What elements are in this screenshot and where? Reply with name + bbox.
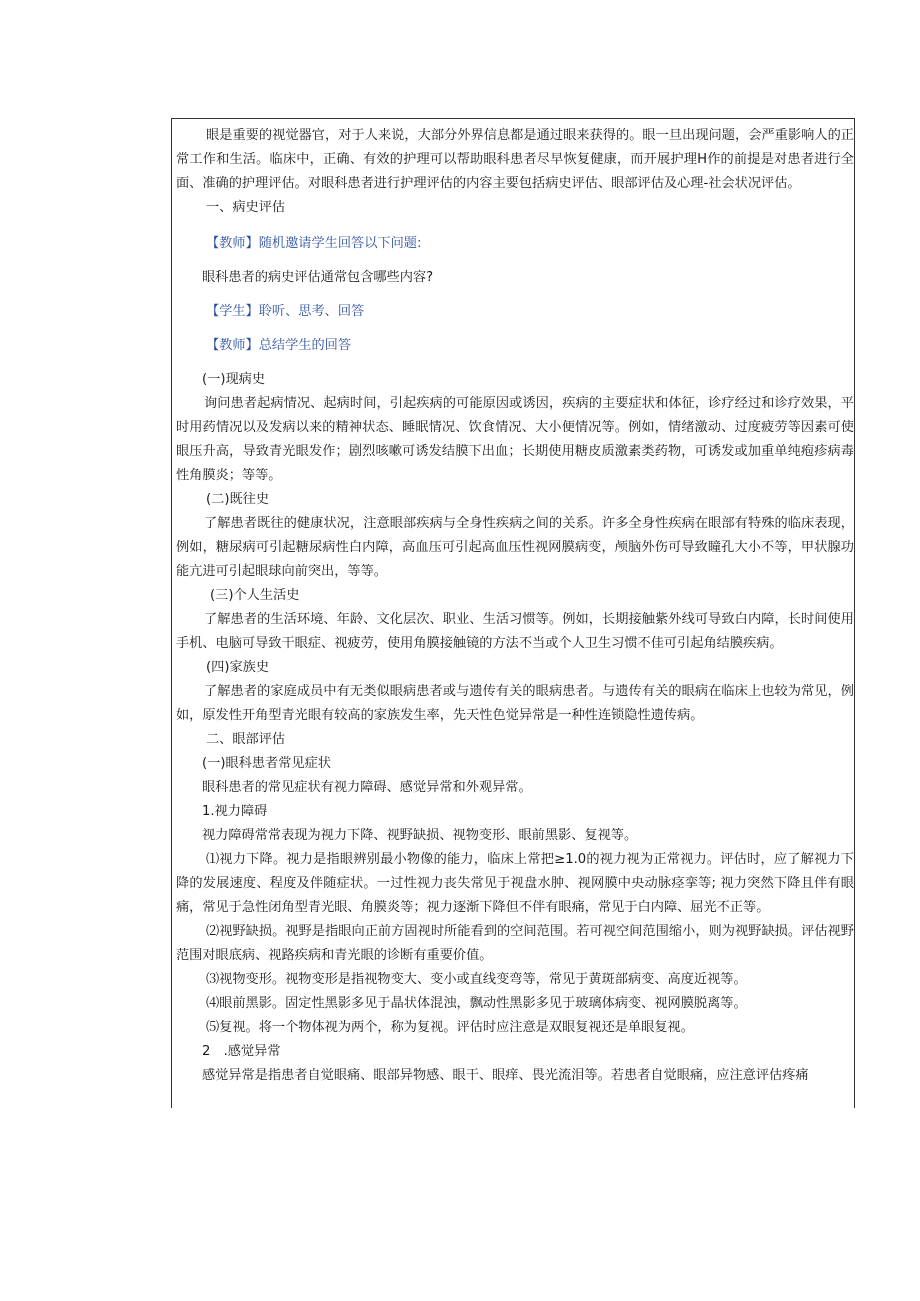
vision-item-3: ⑶视物变形。视物变形是指视物变大、变小或直线变弯等，常见于黄斑部病变、高度近视等。 (206, 972, 747, 987)
section-heading-eye: 二、眼部评估 (206, 732, 286, 747)
heading-past-history: (二)既往史 (206, 492, 270, 507)
intro-paragraph: 眼是重要的视觉器官，对于人来说，大部分外界信息都是通过眼来获得的。眼一旦出现问题，会严重影响人的正常工作和生活。临床中，正确、有效的护理可以帮助眼科患者尽早恢复健康，而开展护理H作的前提是对患者进行全面、准确的护理评估。对眼科患者进行护理评估的内容主要包括病史评估、眼部评估及心理-社会状况评估。 (176, 128, 854, 191)
student-response: 【学生】聆听、思考、回答 (206, 304, 365, 319)
vision-item-5: ⑸复视。将一个物体视为两个，称为复视。评估时应注意是双眼复视还是单眼复视。 (206, 1020, 694, 1035)
heading-present-illness: (一)现病史 (202, 372, 266, 387)
vision-disorder-paragraph: 视力障碍常常表现为视力下降、视野缺损、视物变形、眼前黑影、复视等。 (202, 828, 638, 843)
sensory-abnormal-paragraph: 感觉异常是指患者自觉眼痛、眼部异物感、眼干、眼痒、畏光流泪等。若患者自觉眼痛，应注意评估疼痛 (202, 1068, 809, 1083)
vision-item-4: ⑷眼前黑影。固定性黑影多见于晶状体混浊，飘动性黑影多见于玻璃体病变、视网膜脱离等。 (206, 996, 747, 1011)
common-symptoms-paragraph: 眼科患者的常见症状有视力障碍、感觉异常和外观异常。 (202, 780, 532, 795)
present-illness-paragraph: 询问患者起病情况、起病时间，引起疾病的可能原因或诱因，疾病的主要症状和体征，诊疗经过和诊疗效果，平时用药情况以及发病以来的精神状态、睡眠情况、饮食情况、大小便情况等。例如，情绪激动、过度疲劳等因素可使眼压升高，导致青光眼发作；剧烈咳嗽可诱发结膜下出血；长期使用糖皮质激素类药物，可诱发或加重单纯疱疹病毒性角膜炎；等等。 (176, 396, 854, 483)
vision-item-1: ⑴视力下降。视力是指眼辨别最小物像的能力，临床上常把≥1.0的视力视为正常视力。评估时，应了解视力下降的发展速度、程度及伴随症状。一过性视力丧失常见于视盘水肿、视网膜中央动脉痉挛等; 视力突然下降且伴有眼痛，常见于急性闭角型青光眼、角膜炎等；视力逐渐下降但不伴有眼痛，常见于白内障、屈光不正等。 (176, 852, 854, 915)
heading-personal-history: (三)个人生活史 (210, 588, 300, 603)
heading-family-history: (四)家族史 (206, 660, 270, 675)
family-history-paragraph: 了解患者的家庭成员中有无类似眼病患者或与遗传有关的眼病患者。与遗传有关的眼病在临床上也较为常见，例如，原发性开角型青光眼有较高的家族发生率，先天性色觉异常是一种性连锁隐性遗传病。 (176, 684, 854, 723)
question-text: 眼科患者的病史评估通常包含哪些内容? (202, 270, 434, 285)
vision-item-2: ⑵视野缺损。视野是指眼向正前方固视时所能看到的空间范围。若可视空间范围缩小，则为视野缺损。评估视野范围对眼底病、视路疾病和青光眼的诊断有重要价值。 (176, 924, 854, 963)
heading-sensory-abnormal: 2 .感觉异常 (202, 1044, 281, 1059)
personal-history-paragraph: 了解患者的生活环境、年龄、文化层次、职业、生活习惯等。例如，长期接触紫外线可导致白内障，长时间使用手机、电脑可导致干眼症、视疲劳，使用角膜接触镜的方法不当或个人卫生习惯不佳可引起角结膜疾病。 (176, 612, 854, 651)
teacher-prompt: 【教师】随机邀请学生回答以下问题: (206, 236, 422, 251)
document-body (176, 124, 854, 1088)
heading-common-symptoms: (一)眼科患者常见症状 (202, 756, 331, 771)
section-heading-history: 一、病史评估 (206, 200, 286, 215)
teacher-summary: 【教师】总结学生的回答 (206, 338, 352, 353)
heading-vision-disorder: 1.视力障碍 (202, 804, 268, 819)
past-history-paragraph: 了解患者既往的健康状况，注意眼部疾病与全身性疾病之间的关系。许多全身性疾病在眼部有特殊的临床表现，例如，糖尿病可引起糖尿病性白内障，高血压可引起高血压性视网膜病变，颅脑外伤可导致瞳孔大小不等，甲状腺功能亢进可引起眼球向前突出，等等。 (176, 516, 854, 579)
